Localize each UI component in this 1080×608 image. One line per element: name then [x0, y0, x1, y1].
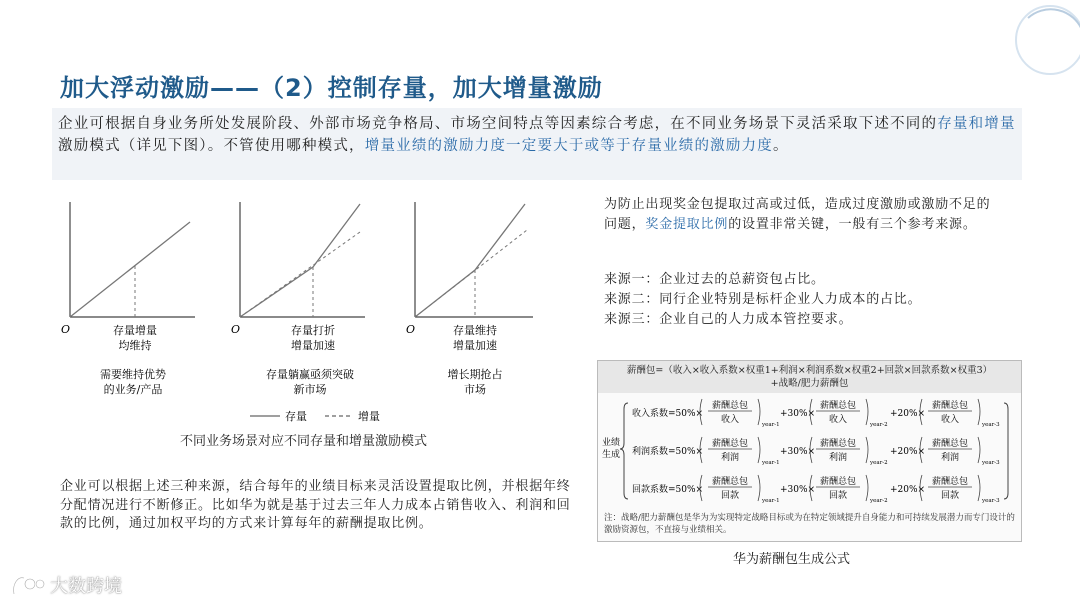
svg-text:+20%×: +20%× [890, 409, 926, 419]
formula-side-2: 生成 [602, 450, 621, 460]
chart-3-label-2: 增量加速 [453, 339, 497, 352]
intro-paragraph: 企业可根据自身业务所处发展阶段、外部市场竞争格局、市场空间特点等因素综合考虑，在不同业务场景下灵活采取下述不同的存量和增量激励模式（详见下图）。不管使用哪种模式，增量业绩的激励力度一定要大于或等于存量业绩的激励力度。 [52, 108, 1022, 180]
decorative-arc [970, 0, 1080, 110]
svg-text:薪酬总包: 薪酬总包 [711, 439, 749, 449]
charts-caption: 不同业务场景对应不同存量和增量激励模式 [180, 434, 428, 449]
svg-text:薪酬总包: 薪酬总包 [931, 439, 969, 449]
intro-highlight-1: 存量和增量 [937, 116, 1016, 132]
svg-text:利润: 利润 [828, 453, 848, 463]
chart-1 [61, 202, 195, 396]
svg-text:收入: 收入 [828, 415, 848, 425]
svg-text:利润: 利润 [720, 453, 740, 463]
brand-logo-icon [10, 572, 46, 598]
source-2: 来源二：同行企业特别是标杆企业人力成本的占比。 [604, 292, 922, 307]
chart-1-desc-2: 的业务/产品 [103, 383, 163, 396]
formula-body [598, 393, 1021, 513]
svg-text:利润: 利润 [940, 453, 960, 463]
intro-highlight-2: 增量业绩的激励力度一定要大于或等于存量业绩的激励力度 [364, 138, 773, 154]
formula-side-1: 业绩 [602, 438, 621, 448]
source-1: 来源一：企业过去的总薪资包占比。 [604, 272, 825, 287]
sources-list [604, 270, 1004, 330]
svg-text:year-2: year-2 [870, 460, 888, 466]
chart-1-origin: O [61, 323, 71, 336]
svg-text:回款: 回款 [940, 491, 960, 501]
formula-row-collection [632, 475, 1000, 504]
legend-increment: 增量 [358, 410, 380, 423]
formula-caption: 华为薪酬包生成公式 [733, 552, 851, 567]
chart-2-desc-1: 存量躺赢亟须突破 [266, 368, 354, 381]
formula-row-revenue [632, 399, 1000, 428]
svg-text:薪酬总包: 薪酬总包 [931, 477, 969, 487]
legend-stock: 存量 [285, 410, 307, 423]
svg-text:year-3: year-3 [982, 422, 1000, 428]
formula-box [597, 360, 1022, 542]
svg-text:year-2: year-2 [870, 422, 888, 428]
svg-text:year-2: year-2 [870, 498, 888, 504]
chart-3-label-1: 存量维持 [453, 324, 497, 337]
svg-text:收入: 收入 [720, 415, 740, 425]
incentive-mode-charts [55, 192, 535, 462]
svg-text:利润系数=50%×: 利润系数=50%× [632, 447, 704, 457]
chart-3 [406, 202, 533, 396]
chart-2-origin: O [231, 323, 241, 336]
svg-text:+20%×: +20%× [890, 485, 926, 495]
svg-text:year-1: year-1 [762, 498, 780, 504]
formula-header: 薪酬包=（收入×收入系数×权重1+利润×利润系数×权重2+回款×回款系数×权重3） +战略/肥力薪酬包 [598, 361, 1021, 393]
page-title: 加大浮动激励——（2）控制存量，加大增量激励 [60, 74, 603, 102]
svg-text:收入系数=50%×: 收入系数=50%× [632, 409, 704, 419]
bottom-paragraph: 企业可以根据上述三种来源，结合每年的业绩目标来灵活设置提取比例，并根据年终分配情况进行不断修正。比如华为就是基于过去三年人力成本占销售收入、利润和回款的比例，通过加权平均的方式来计算每年的薪酬提取比例。 [60, 479, 571, 531]
source-3: 来源三：企业自己的人力成本管控要求。 [604, 312, 853, 327]
svg-text:薪酬总包: 薪酬总包 [711, 477, 749, 487]
extraction-ratio-highlight: 奖金提取比例 [645, 217, 729, 232]
svg-text:year-3: year-3 [982, 498, 1000, 504]
svg-text:回款: 回款 [720, 491, 740, 501]
svg-text:+30%×: +30%× [780, 485, 816, 495]
svg-text:薪酬总包: 薪酬总包 [711, 401, 749, 411]
svg-text:year-1: year-1 [762, 460, 780, 466]
chart-1-label-2: 均维持 [118, 339, 152, 352]
chart-3-origin: O [406, 323, 416, 336]
chart-3-desc-2: 市场 [464, 383, 486, 396]
brand-name: 大数跨境 [50, 576, 122, 597]
svg-text:薪酬总包: 薪酬总包 [819, 439, 857, 449]
formula-note: 注：战略/肥力薪酬包是华为为实现特定战略目标或为在特定领域提升自身能力和可持续发展潜力而专门设计的激励资源包，不直接与业绩相关。 [604, 513, 1015, 535]
svg-text:+20%×: +20%× [890, 447, 926, 457]
svg-text:薪酬总包: 薪酬总包 [931, 401, 969, 411]
chart-2-label-2: 增量加速 [291, 339, 335, 352]
svg-text:薪酬总包: 薪酬总包 [819, 401, 857, 411]
chart-3-desc-1: 增长期抢占 [447, 368, 503, 381]
chart-2 [231, 202, 365, 396]
svg-text:薪酬总包: 薪酬总包 [819, 477, 857, 487]
svg-text:year-1: year-1 [762, 422, 780, 428]
formula-row-profit [632, 437, 1000, 466]
svg-text:收入: 收入 [940, 415, 960, 425]
brand-logo [10, 572, 122, 598]
svg-text:+30%×: +30%× [780, 447, 816, 457]
chart-2-desc-2: 新市场 [293, 383, 327, 396]
svg-text:回款: 回款 [828, 491, 848, 501]
chart-legend [250, 410, 380, 423]
svg-text:year-3: year-3 [982, 460, 1000, 466]
svg-text:+30%×: +30%× [780, 409, 816, 419]
svg-text:回款系数=50%×: 回款系数=50%× [632, 485, 704, 495]
chart-1-label-1: 存量增量 [113, 324, 157, 337]
chart-1-desc-1: 需要维持优势 [100, 368, 166, 381]
chart-2-label-1: 存量打折 [291, 324, 335, 337]
extraction-ratio-paragraph: 为防止出现奖金包提取过高或过低，造成过度激励或激励不足的问题，奖金提取比例的设置非常关键，一般有三个参考来源。 [604, 197, 991, 232]
